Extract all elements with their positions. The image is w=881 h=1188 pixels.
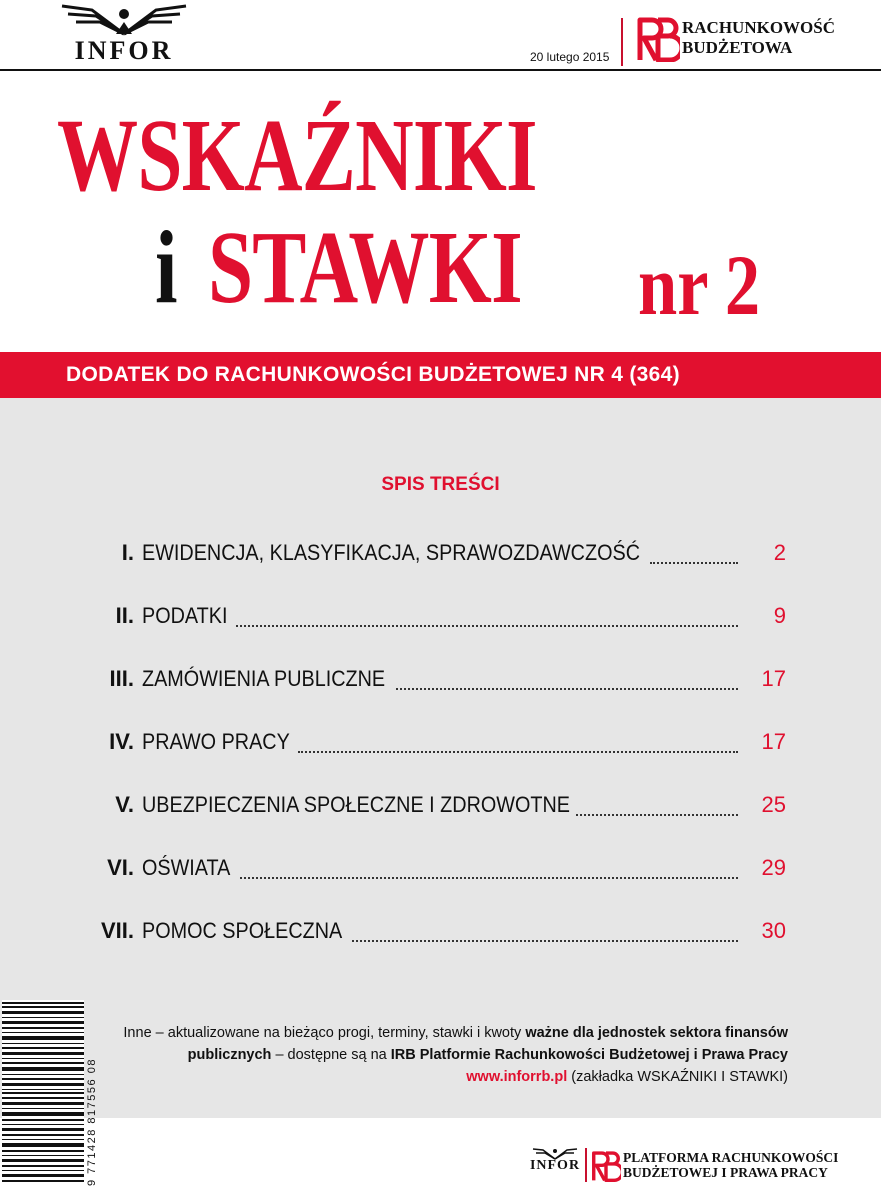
toc-leader-dots: [396, 686, 738, 690]
brand-name-line1: RACHUNKOWOŚĆ: [682, 18, 836, 37]
toc-item-page: 9: [773, 603, 786, 628]
toc-item-title: POMOC SPOŁECZNA: [142, 918, 343, 943]
issue-number: nr 2: [638, 237, 761, 333]
barcode-number: 9 771428 817556 08: [86, 1058, 98, 1186]
title-line2: [155, 212, 522, 324]
rachunkowosc-budzetowa-logo: [636, 16, 836, 62]
header-divider: [621, 18, 623, 66]
toc-leader-dots: [298, 749, 738, 753]
toc-item-title: PRAWO PRACY: [142, 729, 290, 754]
toc-item-number: VII.: [100, 918, 134, 943]
toc-item-page: 2: [773, 540, 786, 565]
toc-item-title: UBEZPIECZENIA SPOŁECZNE I ZDROWOTNE: [142, 792, 570, 817]
toc-item-title: ZAMÓWIENIA PUBLICZNE: [142, 666, 386, 691]
rb-logo-icon: [591, 1150, 621, 1182]
supplement-band: [0, 352, 881, 398]
toc-item-page: 30: [761, 918, 786, 943]
toc-item[interactable]: [40, 540, 790, 570]
barcode-icon: [2, 1000, 84, 1186]
publisher-name: INFOR: [74, 36, 174, 65]
toc-item-title: EWIDENCJA, KLASYFIKACJA, SPRAWOZDAWCZOŚĆ: [142, 540, 640, 565]
toc-item[interactable]: [40, 729, 790, 759]
toc-item-page: 25: [761, 792, 786, 817]
toc-item-number: III.: [109, 666, 134, 691]
supplement-text: DODATEK DO RACHUNKOWOŚCI BUDŻETOWEJ NR 4 (364): [66, 363, 680, 386]
toc-heading: SPIS TREŚCI: [381, 474, 500, 495]
title-conjunction: i: [155, 210, 177, 325]
toc-item-page: 29: [761, 855, 786, 880]
issue-date: 20 lutego 2015: [530, 50, 610, 64]
toc-item-number: I.: [121, 540, 134, 565]
footnote: [120, 1022, 788, 1088]
infor-logo: [44, 4, 204, 65]
toc-item-title: PODATKI: [142, 603, 228, 628]
toc-leader-dots: [236, 623, 738, 627]
footer-platform-line2: BUDŻETOWEJ I PRAWA PRACY: [623, 1165, 828, 1180]
toc-leader-dots: [352, 938, 738, 942]
toc-leader-dots: [650, 560, 738, 564]
brand-name: [682, 18, 835, 58]
toc-item-number: II.: [115, 603, 134, 628]
footnote-text: Inne – aktualizowane na bieżąco progi, terminy, stawki i kwoty: [123, 1025, 526, 1041]
toc-item-title: OŚWIATA: [142, 855, 231, 880]
toc-item[interactable]: [40, 666, 790, 696]
toc-leader-dots: [240, 875, 738, 879]
footnote-text: – dostępne są na: [271, 1047, 391, 1063]
footer-platform-name: [623, 1150, 838, 1180]
toc-leader-dots: [576, 812, 738, 816]
website-link[interactable]: www.inforrb.pl: [466, 1069, 568, 1085]
brand-name-line2: BUDŻETOWA: [682, 38, 793, 57]
title-stawki: STAWKI: [207, 210, 522, 325]
title-wskazniki: WSKAŹNIKI: [57, 98, 537, 213]
footer-publisher: INFOR: [529, 1158, 581, 1173]
footnote-text: (zakładka WSKAŹNIKI I STAWKI): [567, 1069, 788, 1085]
toc-item[interactable]: [40, 855, 790, 885]
toc-item-page: 17: [761, 666, 786, 691]
toc-item-number: VI.: [107, 855, 134, 880]
toc-item-number: V.: [115, 792, 134, 817]
toc-item[interactable]: [40, 603, 790, 633]
toc-item-number: IV.: [109, 729, 134, 754]
rb-logo-icon: [636, 16, 680, 62]
footer-divider: [585, 1148, 587, 1182]
toc-item[interactable]: [40, 792, 790, 822]
footnote-platform: IRB Platformie Rachunkowości Budżetowej i Prawa Pracy: [390, 1047, 788, 1063]
footnote-bold: ważne dla jednostek sektora finansów publicznych: [187, 1025, 788, 1063]
infor-wings-icon: [52, 4, 196, 38]
header-rule: [0, 69, 881, 71]
toc-item-page: 17: [761, 729, 786, 754]
toc-item[interactable]: [40, 918, 790, 948]
footer-platform-line1: PLATFORMA RACHUNKOWOŚCI: [623, 1150, 839, 1165]
footer-infor-logo: [525, 1148, 585, 1178]
